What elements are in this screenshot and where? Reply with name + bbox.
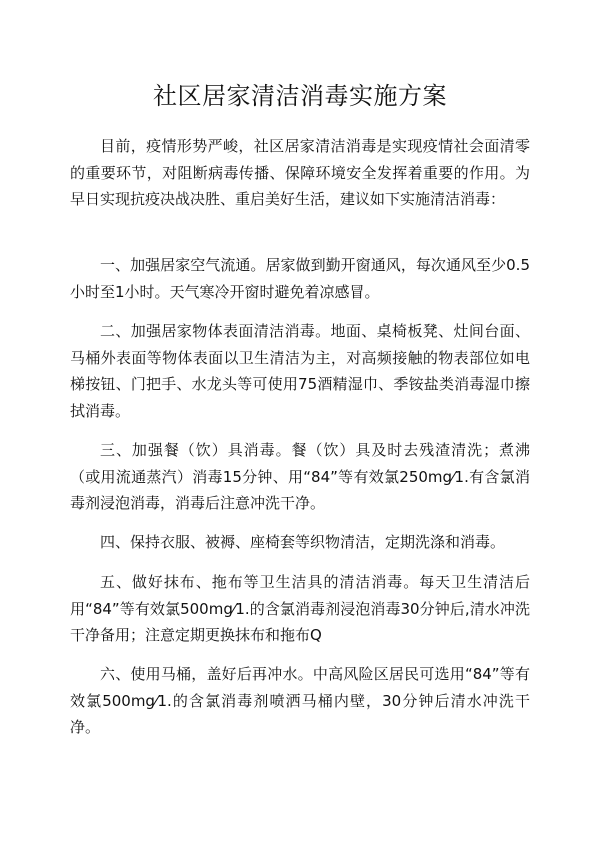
item-paragraph-textiles: 四、保持衣服、被褥、座椅套等织物清洁，定期洗涤和消毒。 <box>100 533 506 551</box>
item-paragraph-surfaces: 二、加强居家物体表面清洁消毒。地面、桌椅板凳、灶间台面、马桶外表面等物体表面以卫生清洁为主，对高频接触的物表部位如电梯按钮、门把手、水龙头等可使用75酒精湿巾、季铵盐类消毒湿巾擦拭消毒。 <box>70 322 530 420</box>
document-title: 社区居家清洁消毒实施方案 <box>153 82 447 110</box>
item-paragraph-cleaning-tools: 五、做好抹布、拖布等卫生洁具的清洁消毒。每天卫生清洁后用“84”等有效氯500mg⁄1.的含氯消毒剂浸泡消毒30分钟后,清水冲洗干净备用；注意定期更换抹布和拖布Q <box>70 573 530 644</box>
intro-paragraph: 目前，疫情形势严峻，社区居家清洁消毒是实现疫情社会面清零的重要环节，对阻断病毒传播、保障环境安全发挥着重要的作用。为早日实现抗疫决战决胜、重启美好生活，建议如下实施清洁消毒： <box>70 137 530 208</box>
item-paragraph-ventilation: 一、加强居家空气流通。居家做到勤开窗通风，每次通风至少0.5小时至1小时。天气寒冷开窗时避免着凉感冒。 <box>70 256 530 301</box>
item-paragraph-tableware: 三、加强餐（饮）具消毒。餐（饮）具及时去残渣清洗；煮沸（或用流通蒸汽）消毒15分钟、用“84”等有效氯250mg⁄1.有含氯消毒剂浸泡消毒，消毒后注意冲洗干净。 <box>70 441 530 512</box>
item-paragraph-toilet: 六、使用马桶，盖好后再冲水。中高风险区居民可选用“84”等有效氯500mg⁄1.的含氯消毒剂喷洒马桶内壁，30分钟后清水冲洗干净。 <box>70 665 530 736</box>
